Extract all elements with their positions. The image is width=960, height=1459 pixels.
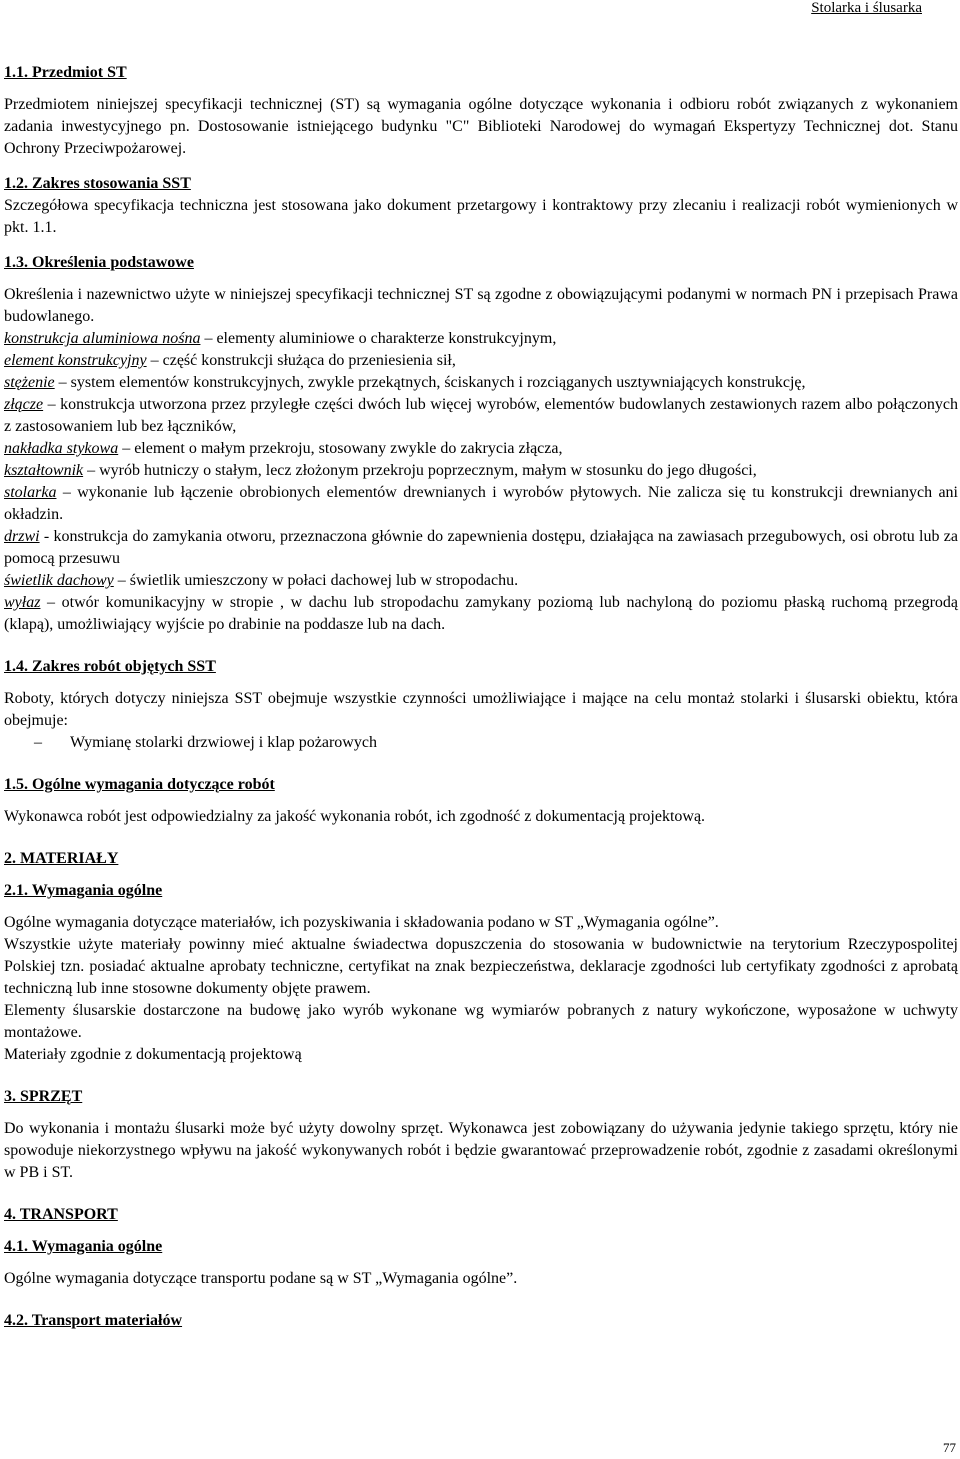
section-2-1-heading: 2.1. Wymagania ogólne <box>4 882 163 899</box>
section-2-1-text: Wszystkie użyte materiały powinny mieć aktualne świadectwa dopuszczenia do stosowania w budownictwie na terytorium Rzeczypospolitej Polskiej tzn. posiadać aktualne aprobaty techniczne, certyfikat na znak bezpieczeństwa, deklaracje zgodności lub certyfikaty zgodności z aprobatą techniczną lub inne stosowne dokumenty objęte prawem. <box>4 936 958 997</box>
running-header: Stolarka i ślusarka <box>811 0 922 16</box>
section-1-5-text: Wykonawca robót jest odpowiedzialny za jakość wykonania robót, ich zgodność z dokumentacją projektową. <box>4 808 706 825</box>
section-2-heading: 2. MATERIAŁY <box>4 850 119 867</box>
page-number: 77 <box>943 1440 956 1455</box>
definition-text: – świetlik umieszczony w połaci dachowej lub w stropodachu. <box>113 572 519 589</box>
definition-text: – otwór komunikacyjny w stropie , w dachu lub stropodachu zamykany poziomą lub nachyloną do poziomu płaską ruchomą przegrodą (klapą), umożliwiający wyjście po drabinie na poddasze lub na dach. <box>4 594 958 633</box>
definition-item <box>4 372 958 394</box>
section-1-4-text: Roboty, których dotyczy niniejsza SST obejmuje wszystkie czynności umożliwiające i mające na celu montaż stolarki i ślusarski obiektu, która obejmuje: <box>4 690 958 729</box>
definition-text: – konstrukcja utworzona przez przyległe części dwóch lub więcej wyrobów, elementów budowlanych zestawionych razem albo połączonych z zastosowaniem lub bez łączników, <box>4 396 958 435</box>
section-4-2-heading: 4.2. Transport materiałów <box>4 1312 183 1329</box>
section-1-3-intro: Określenia i nazewnictwo użyte w niniejszej specyfikacji technicznej ST są zgodne z obowiązującymi podanymi w normach PN i przepisach Prawa budowlanego. <box>4 286 958 325</box>
definition-item <box>4 394 958 438</box>
section-4-heading: 4. TRANSPORT <box>4 1206 118 1223</box>
definition-text: – wykonanie lub łączenie obrobionych elementów drewnianych i wyrobów płytowych. Nie zalicza się tu konstrukcji drewnianych ani okładzin. <box>4 484 958 523</box>
definition-text: - konstrukcja do zamykania otworu, przeznaczona głównie do zapewnienia dostępu, działająca na zawiasach przegubowych, osi obrotu lub za pomocą przesuwu <box>4 528 958 567</box>
list-item <box>34 732 958 754</box>
definition-text: – część konstrukcji służąca do przeniesienia sił, <box>146 352 456 369</box>
definition-term: świetlik dachowy <box>4 572 114 589</box>
definition-item <box>4 460 958 482</box>
definition-term: drzwi <box>4 528 40 545</box>
definition-text: – element o małym przekroju, stosowany zwykle do zakrycia złącza, <box>118 440 563 457</box>
section-1-5-heading: 1.5. Ogólne wymagania dotyczące robót <box>4 776 275 793</box>
definition-item <box>4 526 958 570</box>
definition-item <box>4 328 958 350</box>
definition-text: – system elementów konstrukcyjnych, zwykle przekątnych, ściskanych i rozciąganych usztywniających konstrukcję, <box>54 374 806 391</box>
definition-term: konstrukcja aluminiowa nośna <box>4 330 201 347</box>
section-3-text: Do wykonania i montażu ślusarki może być użyty dowolny sprzęt. Wykonawca jest zobowiązany do używania jedynie takiego sprzętu, który nie spowoduje niekorzystnego wpływu na jakość wykonywanych robót i będzie gwarantować przeprowadzenie robót, zgodnie z zasadami określonymi w PB i ST. <box>4 1120 958 1181</box>
list-item-text: Wymianę stolarki drzwiowej i klap pożarowych <box>70 734 377 751</box>
section-1-2-text: Szczegółowa specyfikacja techniczna jest stosowana jako dokument przetargowy i kontraktowy przy zlecaniu i realizacji robót wymienionych w pkt. 1.1. <box>4 197 958 236</box>
section-4-1-heading: 4.1. Wymagania ogólne <box>4 1238 163 1255</box>
section-1-1-text: Przedmiotem niniejszej specyfikacji technicznej (ST) są wymagania ogólne dotyczące wykonania i odbioru robót związanych z wykonaniem zadania inwestycyjnego pn. Dostosowanie istniejącego budynku "C" Biblioteki Narodowej do wymagań Ekspertyzy Technicznej dot. Stanu Ochrony Przeciwpożarowej. <box>4 96 958 157</box>
section-2-1-text: Ogólne wymagania dotyczące materiałów, ich pozyskiwania i składowania podano w ST „Wymagania ogólne”. <box>4 914 719 931</box>
section-3-heading: 3. SPRZĘT <box>4 1088 83 1105</box>
definition-text: – wyrób hutniczy o stałym, lecz złożonym przekroju poprzecznym, małym w stosunku do jego długości, <box>83 462 757 479</box>
definition-item <box>4 438 958 460</box>
definition-item <box>4 570 958 592</box>
definition-term: kształtownik <box>4 462 84 479</box>
dash-bullet-icon: – <box>34 734 42 751</box>
section-1-2-heading: 1.2. Zakres stosowania SST <box>4 175 191 192</box>
definition-item <box>4 592 958 636</box>
definition-term: element konstrukcyjny <box>4 352 147 369</box>
definition-term: nakładka stykowa <box>4 440 119 457</box>
definition-term: stężenie <box>4 374 55 391</box>
section-2-1-text: Materiały zgodnie z dokumentacją projektową <box>4 1046 302 1063</box>
definition-term: wyłaz <box>4 594 41 611</box>
section-1-1-heading: 1.1. Przedmiot ST <box>4 64 127 81</box>
definition-term: złącze <box>4 396 44 413</box>
section-4-1-text: Ogólne wymagania dotyczące transportu podane są w ST „Wymagania ogólne”. <box>4 1270 518 1287</box>
definition-text: – elementy aluminiowe o charakterze konstrukcyjnym, <box>200 330 557 347</box>
section-2-1-text: Elementy ślusarskie dostarczone na budowę jako wyrób wykonane wg wymiarów pobranych z natury wykończone, wyposażone w uchwyty montażowe. <box>4 1002 958 1041</box>
section-1-3-heading: 1.3. Określenia podstawowe <box>4 254 194 271</box>
definition-term: stolarka <box>4 484 57 501</box>
section-1-4-heading: 1.4. Zakres robót objętych SST <box>4 658 216 675</box>
definition-item <box>4 350 958 372</box>
document-body <box>4 62 958 1332</box>
definition-item <box>4 482 958 526</box>
definitions-list <box>4 328 958 636</box>
